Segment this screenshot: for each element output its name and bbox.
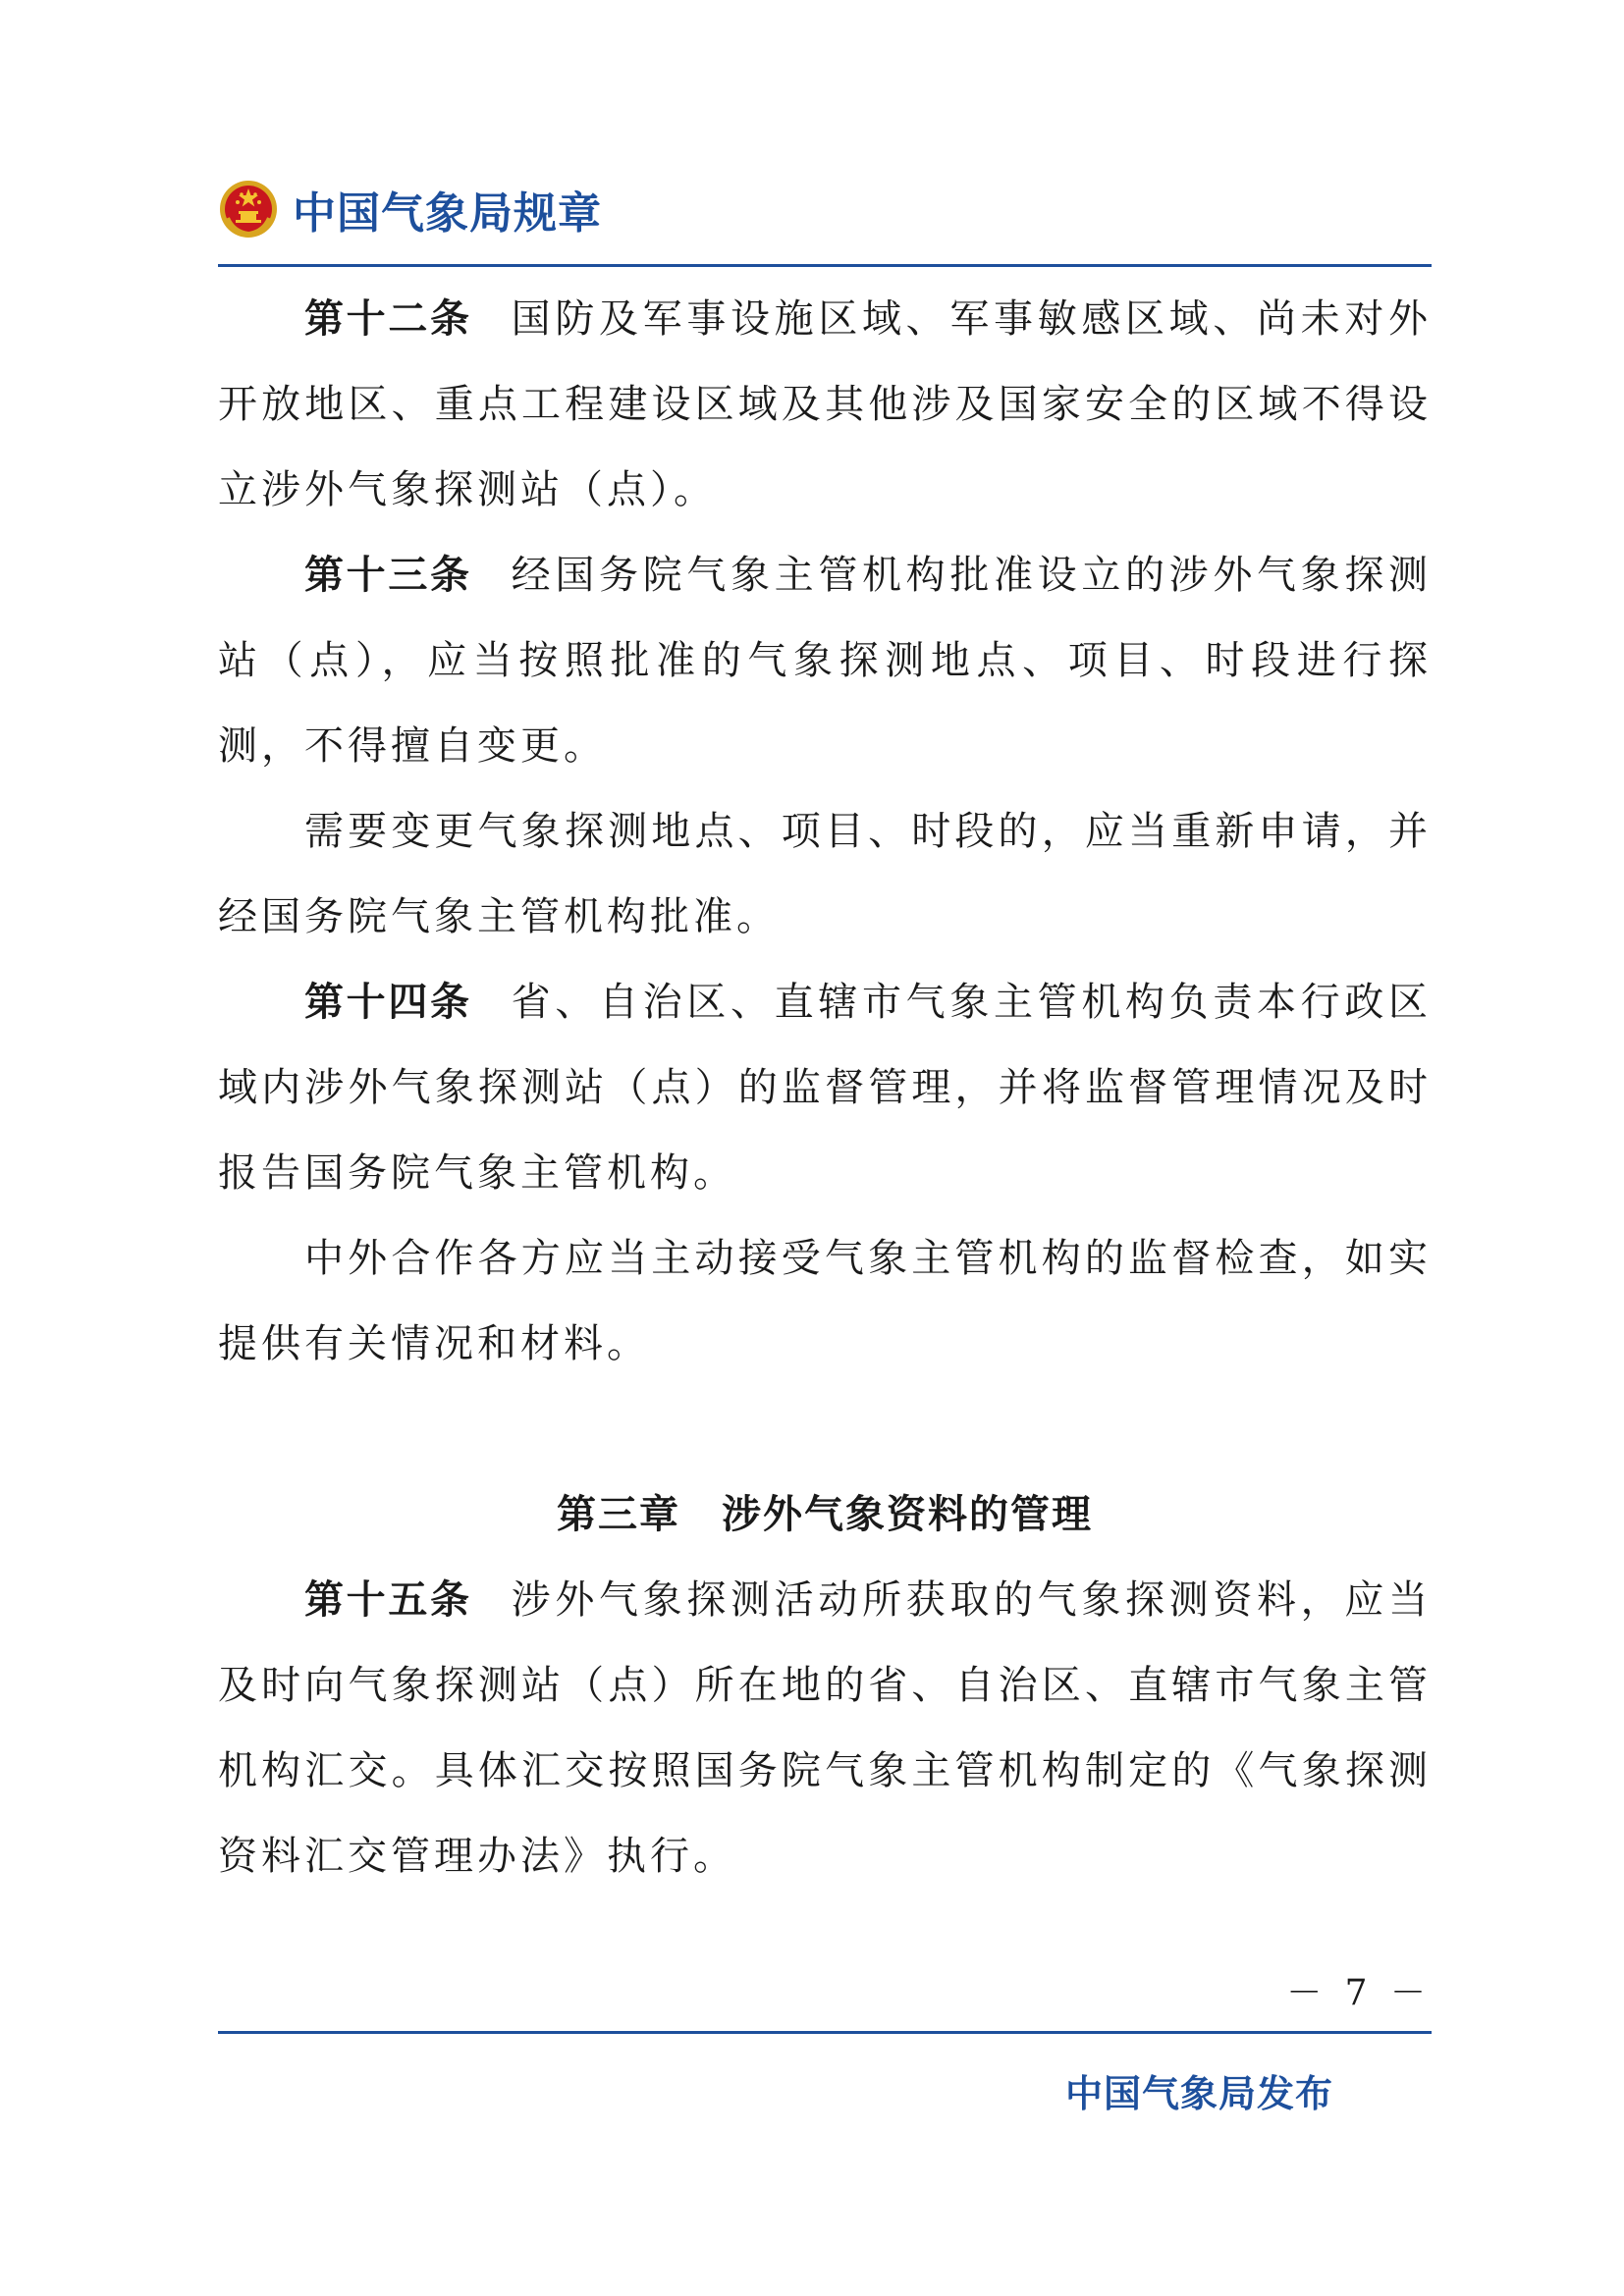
document-body [218,277,1432,1899]
header-divider [218,264,1432,267]
chapter-heading: 第三章 涉外气象资料的管理 [557,1492,1093,1537]
article-text: 省、自治区、直辖市气象主管机构负责本行政区域内涉外气象探测站（点）的监督管理，并将监督管理情况及时报告国务院气象主管机构。 [218,980,1433,1196]
header-title: 中国气象局规章 [293,188,602,239]
article-text: 涉外气象探测活动所获取的气象探测资料，应当及时向气象探测站（点）所在地的省、自治区、直辖市气象主管机构汇交。具体汇交按照国务院气象主管机构制定的《气象探测资料汇交管理办法》执行。 [218,1577,1433,1879]
article-13-paragraph-2: 需要变更气象探测地点、项目、时段的，应当重新申请，并经国务院气象主管机构批准。 [218,809,1432,939]
footer-divider [218,2031,1432,2034]
article-label: 第十五条 [304,1577,472,1623]
article-text: 国防及军事设施区域、军事敏感区域、尚未对外开放地区、重点工程建设区域及其他涉及国家安全的区域不得设立涉外气象探测站（点）。 [218,296,1433,512]
article-15 [218,1558,1432,1899]
article-label: 第十四条 [304,980,472,1025]
article-14 [218,960,1432,1216]
article-12 [218,277,1432,533]
article-13 [218,533,1432,789]
article-label: 第十二条 [304,296,472,342]
article-14-paragraph-2: 中外合作各方应当主动接受气象主管机构的监督检查，如实提供有关情况和材料。 [218,1236,1432,1366]
national-emblem-icon [218,179,279,240]
page-header [218,175,602,243]
footer-publisher: 中国气象局发布 [1064,2072,1333,2115]
article-label: 第十三条 [304,553,472,598]
page-number: － 7 － [1286,1973,1432,2013]
article-text: 经国务院气象主管机构批准设立的涉外气象探测站（点），应当按照批准的气象探测地点、项目、时段进行探测，不得擅自变更。 [218,553,1433,769]
